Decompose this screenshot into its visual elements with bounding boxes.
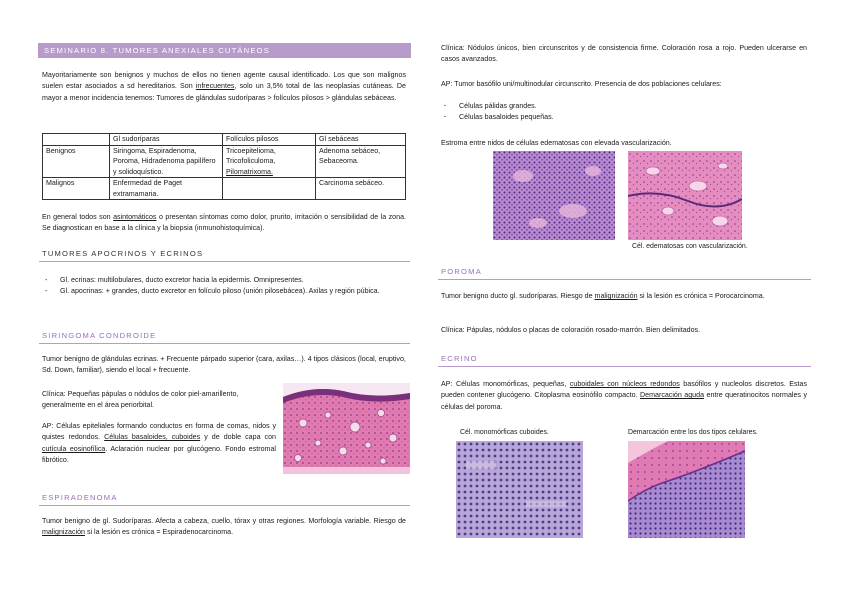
intro-paragraph <box>42 70 406 104</box>
espiradenoma-text-2: si la lesión es crónica = Espiradenocarcinoma. <box>84 528 234 537</box>
poroma-underlined: malignización <box>594 292 638 300</box>
table-cell: Siringoma, Espiradenoma, Poroma, Hidradenoma papilífero y solidoquístico. <box>110 145 223 178</box>
table-cell: Malignos <box>43 178 110 200</box>
list-item: · Células basaloides pequeñas. <box>441 112 807 123</box>
espiradenoma-paragraph <box>42 516 406 539</box>
espiradenoma-histology-image-2 <box>628 151 742 240</box>
espiradenoma-ap: AP: Tumor basófilo uni/multinodular circunscrito. Presencia de dos poblaciones celulares: <box>441 80 722 88</box>
ecrino-text-3: entre queratinocitos normales y células del poroma. <box>441 391 807 411</box>
table-cell: Carcinoma sebáceo. <box>316 178 406 200</box>
general-underlined: asintomáticos <box>113 213 157 221</box>
ecrino-text-1: AP: Células monomórficas, pequeñas, <box>441 380 570 388</box>
ecrino-histology-image-1 <box>456 441 583 538</box>
table-header-cell: Gl sebáceas <box>316 134 406 146</box>
list-item: - Gl. apocrinas: + grandes, ducto excretor en folículo piloso (unión pilosebácea). Axilas y región púbica. <box>42 286 406 297</box>
apocrinos-list <box>42 275 406 298</box>
ap-text-3: . Aclaración nuclear por glucógeno. Fondo estromal fibrótico. <box>42 444 276 464</box>
table-header-cell: Gl sudoríparas <box>110 134 223 146</box>
siringoma-histology-image <box>283 383 410 474</box>
intro-underlined: infrecuentes <box>195 82 235 91</box>
ecrino-text-2: basófilos y nucleolos discretos. Estas pueden contener glucógeno. Citoplasma eosinófilo compacto. <box>441 380 807 400</box>
ap-text-1: AP: Células epiteliales formando conductos en forma de comas, nidos y quistes redondos. <box>42 422 276 442</box>
espiradenoma-image-caption: Cél. edematosas con vascularización. <box>632 243 748 250</box>
table-header-cell: Folículos pilosos <box>223 134 316 146</box>
ap-text-2: y de doble capa con <box>200 433 276 442</box>
section-title-espiradenoma: ESPIRADENOMA <box>39 491 410 506</box>
table-header-row <box>43 134 406 146</box>
table-cell: Benignos <box>43 145 110 178</box>
intro-text-1: Mayoritariamente son benignos y muchos de ellos no tienen agente causal identificado. Los que son malignos suelen estar asociados a sd hereditarios. Son <box>42 71 406 91</box>
poroma-clinica: Clínica: Pápulas, nódulos o placas de coloración rosado-marrón. Bien delimitados. <box>441 326 701 334</box>
espiradenoma-clinica: Clínica: Nódulos únicos, bien circunscritos y de consistencia firme. Coloración rosa a rojo. Pueden ulcerarse en casos avanzados. <box>441 44 807 64</box>
table-cell-line: Pilomatrixoma. <box>226 167 273 176</box>
section-title-siringoma: SIRINGOMA CONDROIDE <box>39 329 410 344</box>
section-title-ecrino: ECRINO <box>438 352 811 367</box>
table-cell <box>223 178 316 200</box>
section-title-bar: SEMINARIO 8. TUMORES ANEXIALES CUTÁNEOS <box>38 43 411 58</box>
espiradenoma-text-1: Tumor benigno de gl. Sudoríparas. Afecta a cabeza, cuello, tórax y otras regiones. Morfología variable. Riesgo de <box>42 517 406 525</box>
ecrino-caption-left: Cél. monomórficas cuboides. <box>460 429 549 436</box>
espiradenoma-underlined: malignización <box>42 528 85 537</box>
ecrino-caption-right: Demarcación entre los dos tipos celulares. <box>628 429 758 436</box>
ecrino-paragraph <box>441 379 807 413</box>
ap-list <box>441 101 807 124</box>
list-item: · Células pálidas grandes. <box>441 101 807 112</box>
list-item: - Gl. ecrinas: multilobulares, ducto excretor hacia la epidermis. Omnipresentes. <box>42 275 406 286</box>
siringoma-intro: Tumor benigno de glándulas ecrinas. + Frecuente párpado superior (cara, axilas…). 4 tipos clásicos (local, eruptivo, Sd. Down, familiar), siendo el local + frecuente. <box>42 355 406 375</box>
ap-underlined-1: Células basaloides, cuboides <box>104 433 201 442</box>
section-title-poroma: POROMA <box>438 265 811 280</box>
general-paragraph <box>42 212 406 235</box>
table-header-cell <box>43 134 110 146</box>
table-cell: Adenoma sebáceo, Sebaceoma. <box>316 145 406 178</box>
general-text-2: o presentan síntomas como dolor, prurito, irritación o sensibilidad de la zona. Se diagnostican en base a la clínica y la biopsia (inmunohistoquímica). <box>42 213 406 233</box>
poroma-text-1: Tumor benigno ducto gl. sudoríparas. Riesgo de <box>441 292 595 300</box>
ecrino-underlined-2: Demarcación aguda <box>640 391 705 400</box>
ecrino-histology-image-2 <box>628 441 745 538</box>
table-cell: Enfermedad de Paget extramamaria. <box>110 178 223 200</box>
classification-table <box>42 133 406 200</box>
poroma-text-2: si la lesión es crónica = Porocarcinoma. <box>637 292 765 300</box>
ecrino-underlined-1: cuboidales con núcleos redondos <box>569 380 680 388</box>
estroma-text: Estroma entre nidos de células edematosas con elevada vascularización. <box>441 139 672 147</box>
table-cell-line: Tricofoliculoma, <box>226 157 276 165</box>
poroma-paragraph <box>441 291 807 302</box>
section-title-apocrinos: TUMORES APOCRINOS Y ECRINOS <box>39 247 410 262</box>
siringoma-clinica: Clínica: Pequeñas pápulas o nódulos de color piel-amarillento, generalmente en el área periorbital. <box>42 390 239 410</box>
table-row <box>43 145 406 178</box>
intro-text-2: , solo un 3,5% total de las neoplasias cutáneas. De mayor a menor incidencia tenemos: Tumores de glándulas sudoríparas > folículos pilosos > glándulas sebáceas. <box>42 82 406 102</box>
table-cell <box>223 145 316 178</box>
table-cell-line: Tricoepitelioma, <box>226 146 276 155</box>
table-row <box>43 178 406 200</box>
ap-underlined-2: cutícula eosinofílica <box>42 444 106 453</box>
general-text-1: En general todos son <box>42 213 114 221</box>
espiradenoma-histology-image-1 <box>493 151 615 240</box>
siringoma-ap <box>42 421 276 466</box>
